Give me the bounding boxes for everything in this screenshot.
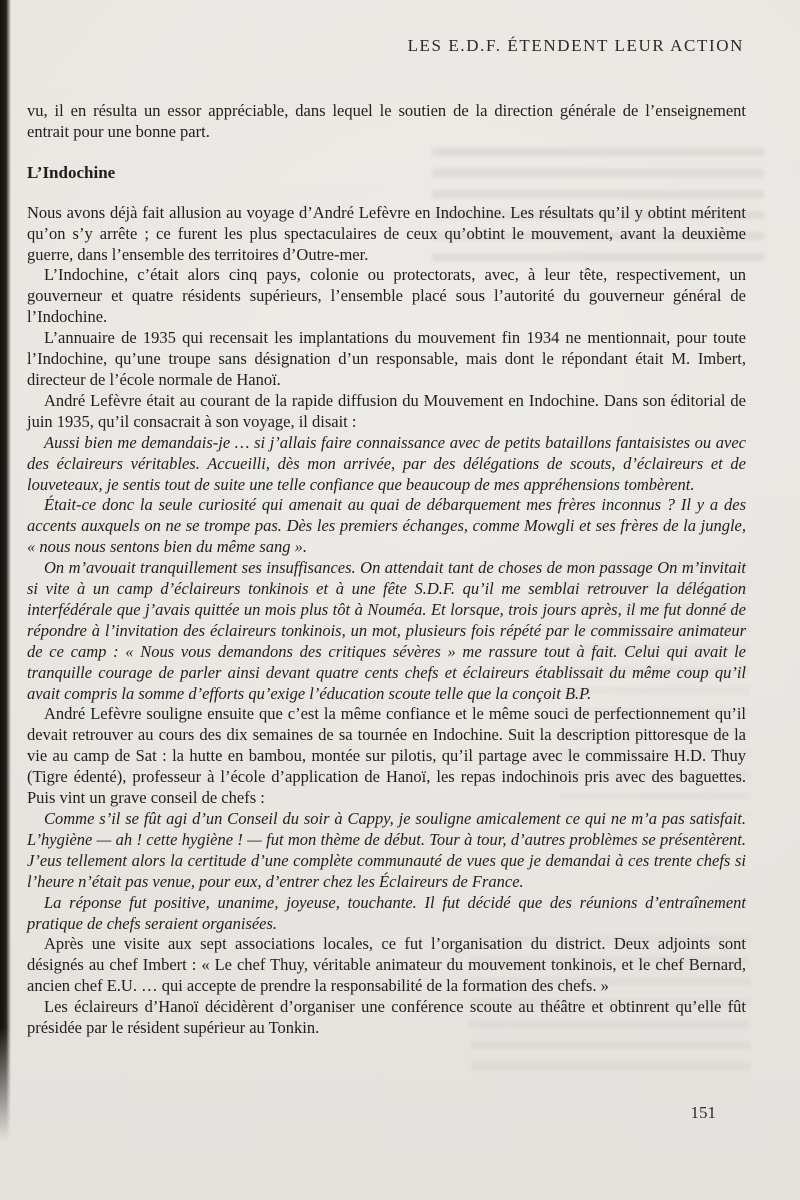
paragraph-quote: Aussi bien me demandais-je … si j’allais faire connaissance avec de petits bataillons fantaisistes ou avec des éclaireurs véritables. Accueilli, dès mon arrivée, par des délégations de scouts, d’éclaireurs et de louveteaux, je sentis tout de suite une telle confiance que beaucoup de mes appréhensions tombèrent.: [27, 432, 746, 494]
paragraph: L’Indochine, c’était alors cinq pays, colonie ou protectorats, avec, à leur tête, respectivement, un gouverneur et quatre résidents supérieurs, l’ensemble placé sous l’autorité du gouverneur général de l’Indochine.: [27, 265, 746, 327]
section-heading: L’Indochine: [27, 162, 116, 182]
page-number: 151: [690, 1103, 716, 1122]
paragraph: André Lefèvre souligne ensuite que c’est la même confiance et le même souci de perfectionnement qu’il devait retrouver au cours des dix semaines de sa tournée en Indochine. Suit la description pittoresque de la vie au camp de Sat : la hutte en bambou, montée sur pilotis, qu’il partage avec le commissaire H.D. Thuy (Tigre édenté), professeur à l’école d’application de Hanoï, les repas indochinois pris avec des baguettes. Puis vint un grave conseil de chefs :: [27, 704, 746, 808]
page-body-text: [27, 101, 746, 1039]
paragraph-quote: Était-ce donc la seule curiosité qui amenait au quai de débarquement mes frères inconnus ? Il y a des accents auxquels on ne se trompe pas. Dès les premiers échanges, comme Mowgli et ses frères de la jungle, « nous nous sentons bien du même sang ».: [27, 495, 746, 557]
paragraph-quote: On m’avouait tranquillement ses insuffisances. On attendait tant de choses de mon passage On m’invitait si vite à un camp d’éclaireurs tonkinois et à une fête S.D.F. qu’il me semblai retrouver la délégation interfédérale que j’avais quittée un mois plus tôt à Nouméa. Et lorsque, trois jours après, il me fut donné de répondre à l’invitation des éclaireurs tonkinois, un mot, plusieurs fois répété par le commissaire animateur de ce camp : « Nous vous demandons des critiques sévères » me rassure tout à fait. Celui qui avait le tranquille courage de parler ainsi devant quatre cents chefs et éclaireurs établissait du même coup qu’il avait compris la somme d’efforts qu’exige l’éducation scoute telle que la conçoit B.P.: [27, 558, 746, 703]
page-gutter-shadow: [0, 0, 11, 1142]
paragraph: vu, il en résulta un essor appréciable, dans lequel le soutien de la direction générale de l’enseignement entrait pour une bonne part.: [27, 101, 746, 141]
paragraph: Après une visite aux sept associations locales, ce fut l’organisation du district. Deux adjoints sont désignés au chef Imbert : « Le chef Thuy, véritable animateur du mouvement tonkinois, et le chef Bernard, ancien chef E.U. … qui accepte de prendre la responsabilité de la formation des chefs. »: [27, 934, 746, 996]
paragraph: L’annuaire de 1935 qui recensait les implantations du mouvement fin 1934 ne mentionnait, pour toute l’Indochine, qu’une troupe sans désignation d’un responsable, mais dont le répondant était M. Imbert, directeur de l’école normale de Hanoï.: [27, 328, 746, 389]
paragraph-quote: Comme s’il se fût agi d’un Conseil du soir à Cappy, je souligne amicalement ce qui ne m’a pas satisfait. L’hygiène — ah ! cette hygiène ! — fut mon thème de début. Tour à tour, d’autres problèmes se présentèrent. J’eus tellement alors la certitude d’une complète communauté de vues que je demandai à ces trente chefs si l’heure n’était pas venue, pour eux, d’entrer chez les Éclaireurs de France.: [27, 809, 746, 891]
running-header: LES E.D.F. ÉTENDENT LEUR ACTION: [407, 36, 744, 55]
paragraph-quote: La réponse fut positive, unanime, joyeuse, touchante. Il fut décidé que des réunions d’entraînement pratique de chefs seraient organisées.: [27, 892, 746, 933]
paragraph: André Lefèvre était au courant de la rapide diffusion du Mouvement en Indochine. Dans son éditorial de juin 1935, qu’il consacrait à son voyage, il disait :: [27, 390, 746, 431]
paragraph: Les éclaireurs d’Hanoï décidèrent d’organiser une conférence scoute au théâtre et obtinrent qu’elle fût présidée par le résident supérieur au Tonkin.: [27, 997, 746, 1038]
paragraph: Nous avons déjà fait allusion au voyage d’André Lefèvre en Indochine. Les résultats qu’il y obtint méritent qu’on s’y arrête ; ce furent les plus spectaculaires de ceux qu’obtint le mouvement, avant la deuxième guerre, dans l’ensemble des territoires d’Outre-mer.: [27, 202, 746, 264]
